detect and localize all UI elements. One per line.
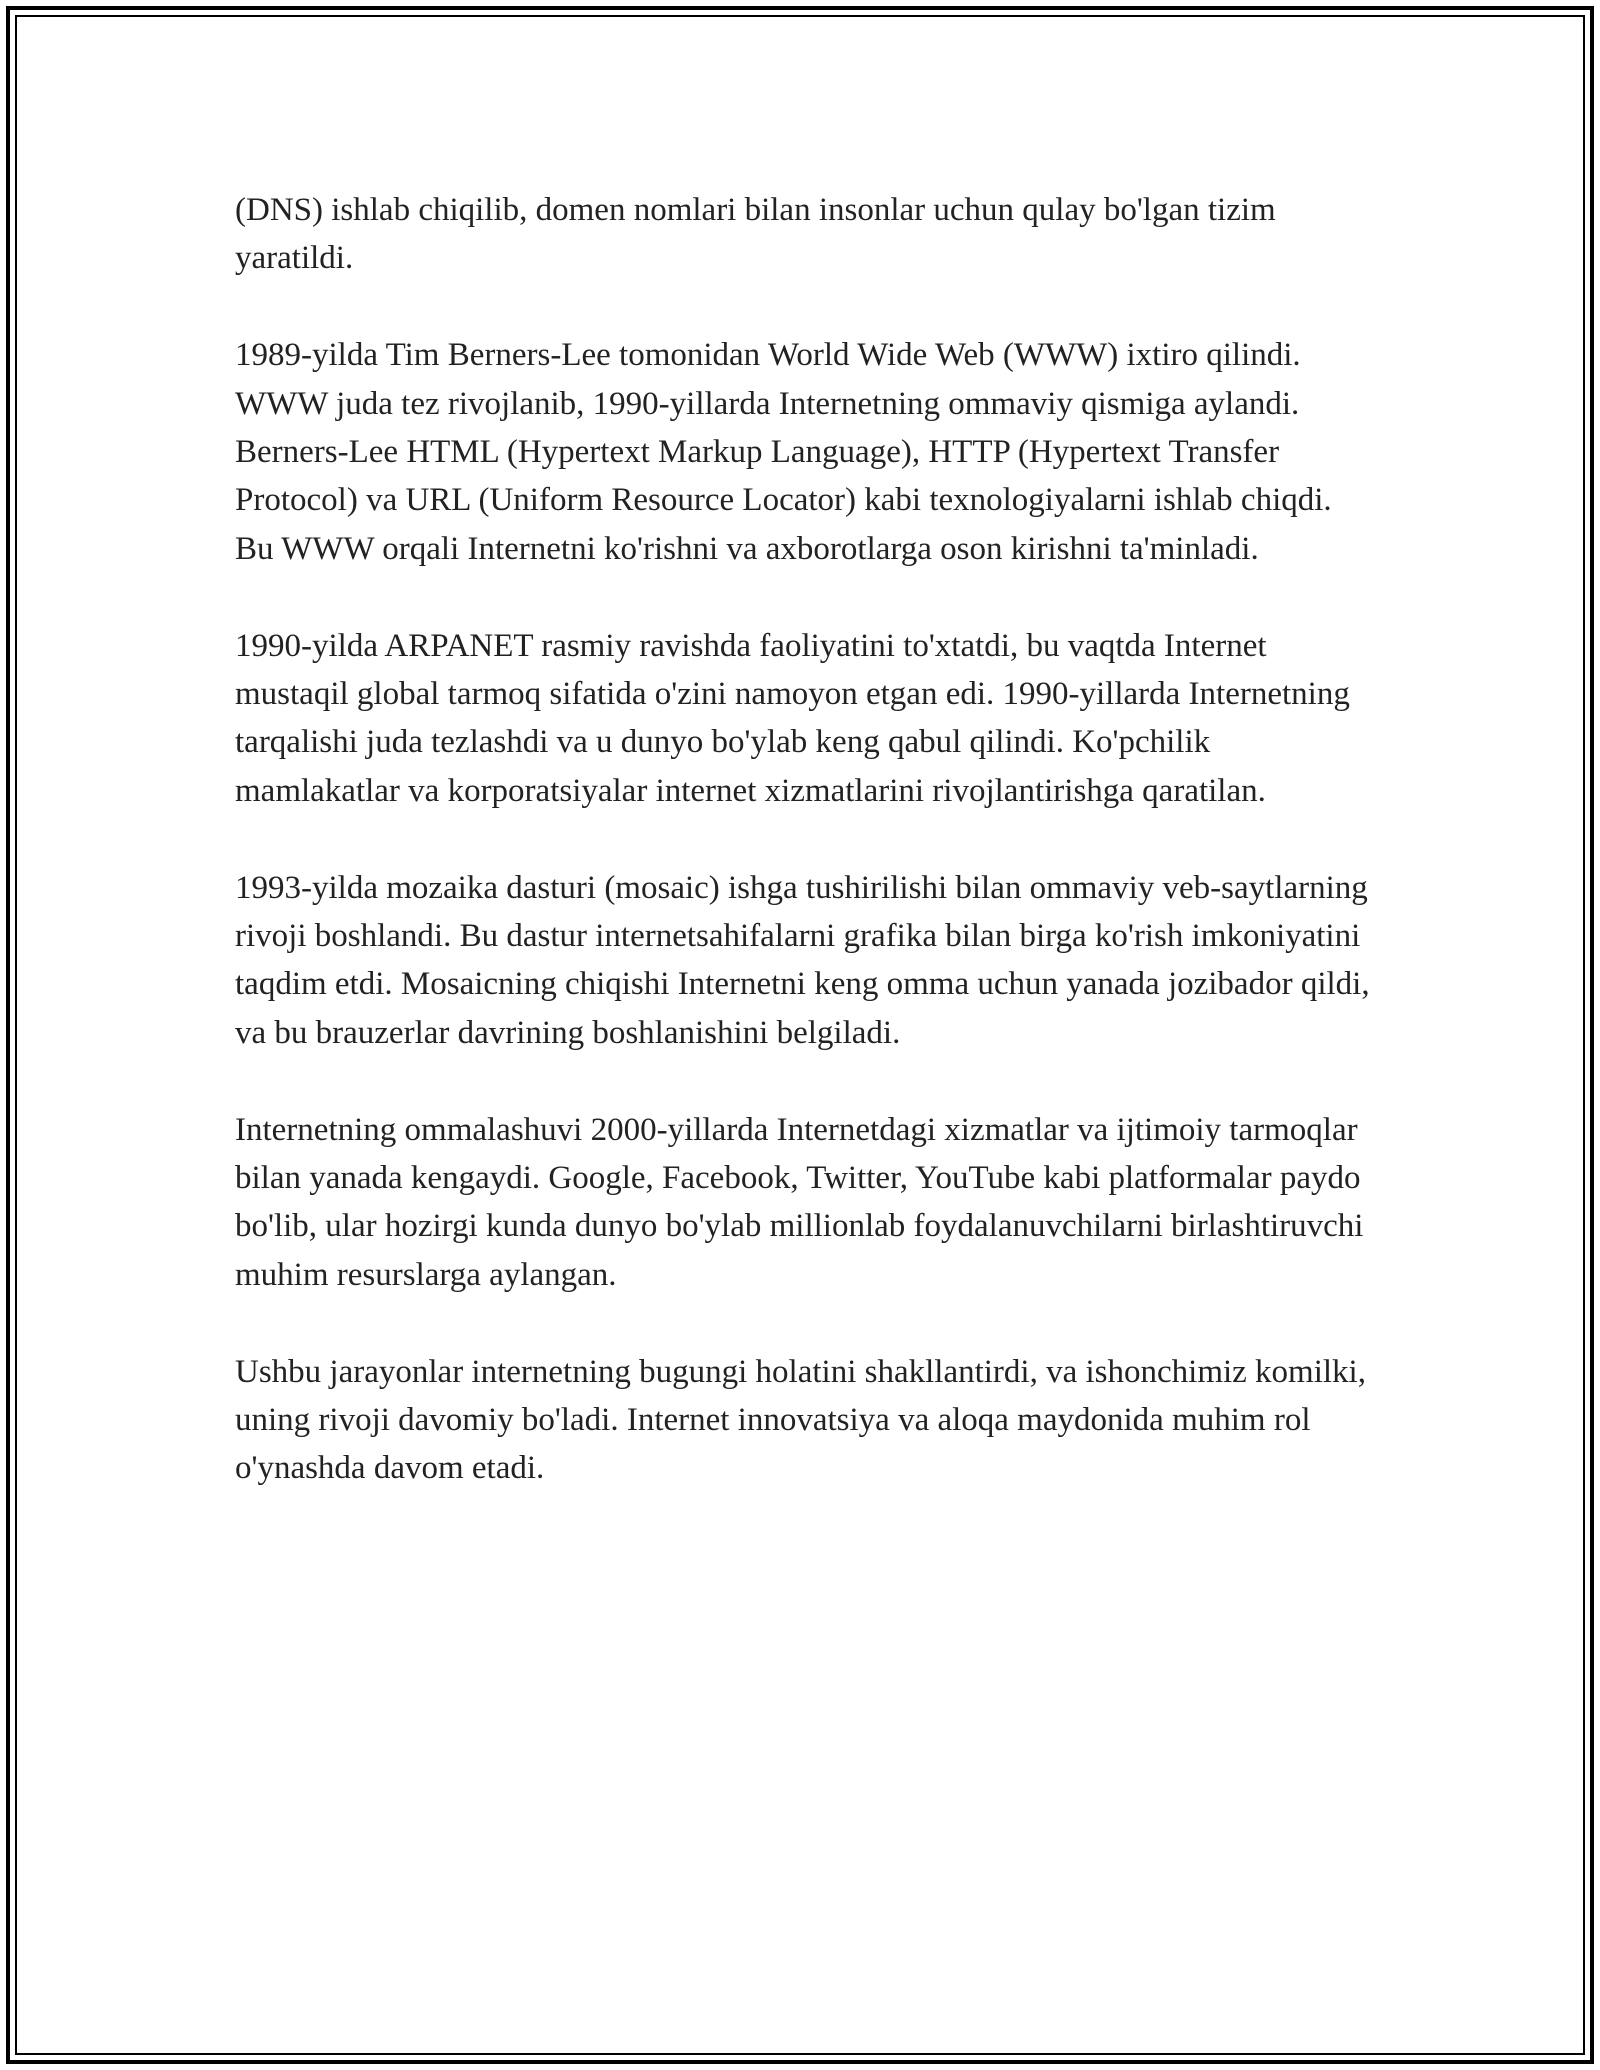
paragraph-conclusion: Ushbu jarayonlar internetning bugungi holatini shakllantirdi, va ishonchimiz komilki, uning rivoji davomiy bo'ladi. Internet innovatsiya va aloqa maydonida muhim rol o'ynashda davom etadi.	[235, 1353, 1366, 1487]
paragraph-www: 1989-yilda Tim Berners-Lee tomonidan World Wide Web (WWW) ixtiro qilindi. WWW juda tez rivojlanib, 1990-yillarda Internetning ommaviy qismiga aylandi. Berners-Lee HTML (Hypertext Markup Language), HTTP (Hypertext Transfer Protocol) va URL (Uniform Resource Locator) kabi texnologiyalarni ishlab chiqdi. Bu WWW orqali Internetni ko'rishni va axborotlarga oson kirishni ta'minladi.	[235, 337, 1332, 567]
paragraph-arpanet: 1990-yilda ARPANET rasmiy ravishda faoliyatini to'xtatdi, bu vaqtda Internet mustaqil global tarmoq sifatida o'zini namoyon etgan edi. 1990-yillarda Internetning tarqalishi juda tezlashdi va u dunyo bo'ylab keng qabul qilindi. Ko'pchilik mamlakatlar va korporatsiyalar internet xizmatlarini rivojlantirishga qaratilan.	[235, 627, 1350, 809]
paragraph-social-platforms: Internetning ommalashuvi 2000-yillarda Internetdagi xizmatlar va ijtimoiy tarmoqlar bilan yanada kengaydi. Google, Facebook, Twitter, YouTube kabi platformalar paydo bo'lib, ular hozirgi kunda dunyo bo'ylab millionlab foydalanuvchilarni birlashtiruvchi muhim resurslarga aylangan.	[235, 1111, 1364, 1293]
paragraph-dns: (DNS) ishlab chiqilib, domen nomlari bilan insonlar uchun qulay bo'lgan tizim yaratildi.	[235, 192, 1276, 277]
paragraph-mosaic: 1993-yilda mozaika dasturi (mosaic) ishga tushirilishi bilan ommaviy veb-saytlarning rivoji boshlandi. Bu dastur internetsahifalarni grafika bilan birga ko'rish imkoniyatini taqdim etdi. Mosaicning chiqishi Internetni keng omma uchun yanada jozibador qildi, va bu brauzerlar davrining boshlanishini belgiladi.	[235, 869, 1370, 1051]
document-body	[235, 186, 1370, 1541]
